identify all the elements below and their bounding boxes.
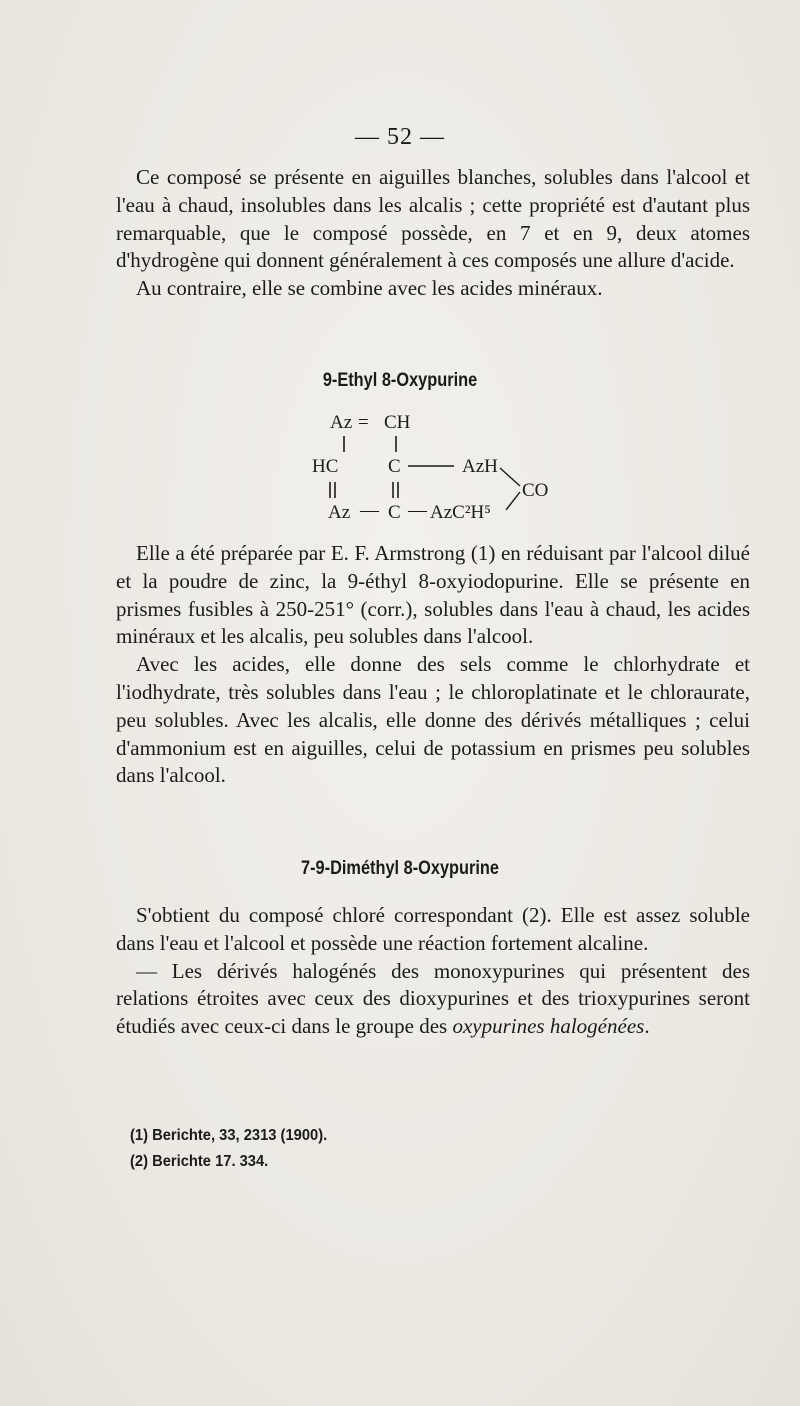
bond-co-azc	[506, 492, 520, 510]
formula-diagram	[300, 410, 580, 530]
paragraph-6-italic: oxypurines halogénées	[452, 1014, 645, 1039]
paragraph-5: S'obtient du composé chloré correspondant (2). Elle est assez soluble dans l'eau et l'alcool et possède une réaction fortement alcaline.	[116, 903, 750, 955]
paragraph-dimethyl-block	[116, 902, 750, 1041]
formula-azc2h5: AzC²H⁵	[430, 502, 491, 523]
paragraph-1: Ce composé se présente en aiguilles blanches, solubles dans l'alcool et l'eau à chaud, insolubles dans les alcalis ; cette propriété est d'autant plus remarquable, que le composé possède, en 7 et en 9, deux atomes d'hydrogène qui donnent généralement à ces composés une allure d'acide.	[116, 165, 750, 273]
formula-c-bottom: C	[388, 502, 401, 523]
structural-formula	[300, 410, 580, 530]
section-heading-9-ethyl: 9-Ethyl 8-Oxypurine	[322, 370, 478, 391]
formula-dash-1: —	[360, 500, 379, 521]
paragraph-6-main: — Les dérivés halogénés des monoxypurines qui présentent des relations étroites avec ceux des dioxypurines et des trioxypurines seront étudiés avec ceux-ci dans le groupe des	[116, 958, 750, 1039]
formula-dash-2: —	[408, 500, 427, 521]
formula-equals: =	[358, 412, 369, 433]
formula-az-bottom: Az	[328, 502, 351, 523]
footnotes	[130, 1123, 590, 1175]
bond-azh-co	[500, 468, 520, 486]
paragraph-armstrong-block	[116, 540, 750, 790]
paragraph-2: Au contraire, elle se combine avec les acides minéraux.	[136, 276, 603, 301]
paragraph-4: Avec les acides, elle donne des sels comme le chlorhydrate et l'iodhydrate, très solubles dans l'eau ; le chloroplatinate et le chloraurate, peu solubles. Avec les alcalis, elle donne des dérivés métalliques ; celui d'ammonium est en aiguilles, celui de potassium en prismes peu solubles dans l'alcool.	[116, 652, 750, 788]
paragraph-6	[116, 958, 750, 1041]
formula-az-top: Az	[330, 412, 353, 433]
formula-c-middle: C	[388, 456, 401, 477]
paragraph-3: Elle a été préparée par E. F. Armstrong (1) en réduisant par l'alcool dilué et la poudre de zinc, la 9-éthyl 8-oxyiodopurine. Elle se présente en prismes fusibles à 250-251° (corr.), solubles dans l'eau à chaud, les acides minéraux et les alcalis, peu solubles dans l'alcool.	[116, 541, 750, 649]
section-heading-7-9-dimethyl: 7-9-Diméthyl 8-Oxypurine	[301, 858, 499, 879]
page-number: — 52 —	[355, 124, 445, 150]
formula-co: CO	[522, 480, 549, 501]
formula-hc: HC	[312, 456, 339, 477]
formula-ch: CH	[384, 412, 411, 433]
paragraph-intro	[116, 164, 750, 303]
footnote-1: (1) Berichte, 33, 2313 (1900).	[130, 1127, 328, 1144]
footnote-2: (2) Berichte 17. 334.	[130, 1153, 269, 1170]
paragraph-6-end: .	[644, 1014, 650, 1039]
formula-azh: AzH	[462, 456, 498, 477]
